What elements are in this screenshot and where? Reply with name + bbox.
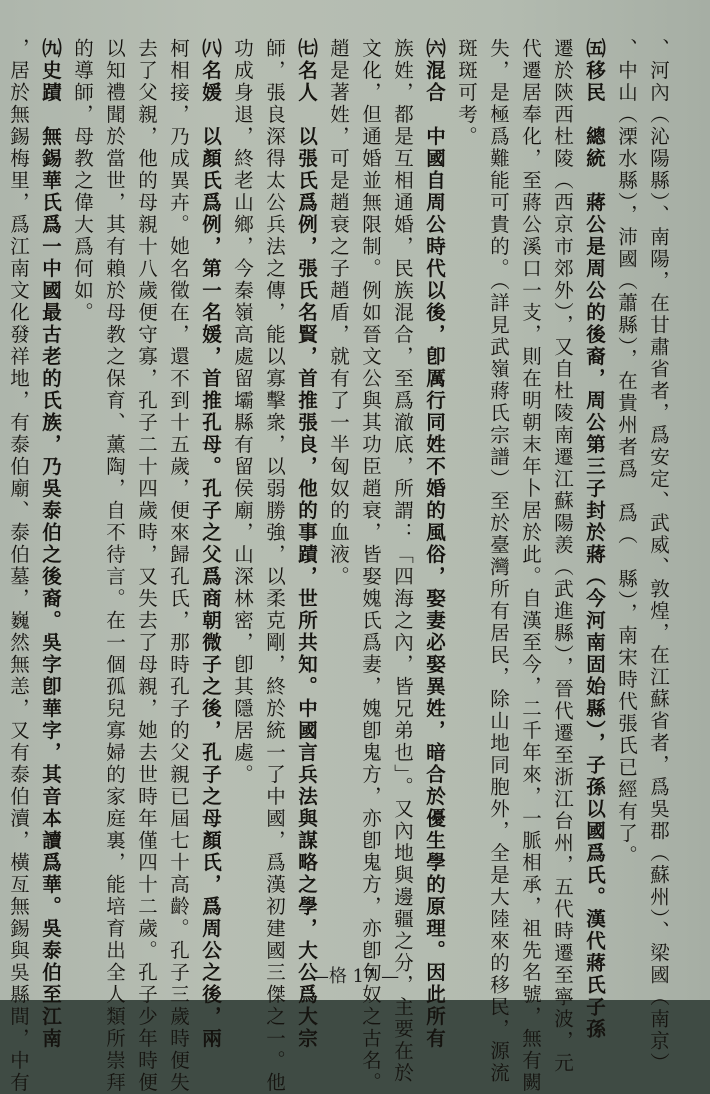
text-column: 的導師，母教之偉大爲何如。 [71,38,94,324]
text-column: 族姓，都是互相通婚，民族混合，至爲澈底，所謂：「四海之內，皆兄弟也」。又內地與邊疆之分，主要在於 [391,38,414,1085]
section-migration: ㈤移民 總統 蔣公是周公的後裔，周公第三子封於蔣（今河南固始縣），子孫以國爲氏。漢代蔣氏子孫 [583,38,606,1041]
text-column: 師，張良深得太公兵法之傳，能以寡擊衆，以弱勝強，以柔克剛，終於統一了中國，爲漢初建國三傑之一。他 [263,38,286,1094]
text-column: 趙是著姓，可是趙衰之子趙盾，就有了一半匈奴的血液。 [327,38,350,588]
text-column: 以知禮聞於當世，其有賴於母教之保育、薰陶，自不待言。在一個孤兒寡婦的家庭裏，能培育出全人類所崇拜 [103,38,126,1094]
text-column: 、河內（沁陽縣）、南陽，在甘肅省者，爲安定、武威、敦煌，在江蘇省者，爲吳郡（蘇州）、梁國（南京） [647,38,670,1075]
text-column: 斑斑可考。 [455,38,478,148]
text-column: 柯相接，乃成異卉。她名徵在，還不到十五歲，便來歸孔氏，那時孔子的父親已屆七十高齡。孔子三歲時便失 [167,38,190,1094]
section-famous-people: ㈦名人 以張氏爲例，張氏名賢，首推張良，他的事蹟，世所共知。中國言兵法與謀略之學，大公爲大宗 [295,38,318,1050]
text-column: 文化，但通婚並無限制。例如晉文公與其功臣趙衰，皆娶媿氏爲妻，媿卽鬼方，亦卽鬼方，亦卽匈奴之古名。 [359,38,382,1094]
section-mixing: ㈥混合 中國自周公時代以後，卽厲行同姓不婚的風俗，娶妻必娶異姓，暗合於優生學的原理。因此所有 [423,38,446,1050]
text-column: 代遷居奉化，至蔣公溪口一支，則在明朝末年卜居於此。自漢至今，二千年來，一脈相承，祖先名號，無有闕 [519,38,542,1094]
section-famous-women: ㈧名媛 以顏氏爲例，第一名媛，首推孔母。孔子之父爲商朝微子之後，孔子之母顏氏，爲周公之後，兩 [199,38,222,1050]
text-column: ，居於無錫梅里，爲江南文化發祥地，有泰伯廟、泰伯墓，巍然無恙，又有泰伯瀆，橫亙無錫與吳縣間，中有 [7,38,30,1094]
section-historic-sites: ㈨史蹟 無錫華氏爲一中國最古老的氏族，乃吳泰伯之後裔。吳字卽華字，其音本讀爲華。吳泰伯至江南 [39,38,62,1050]
text-column: 失，是極爲難能可貴的。（詳見武嶺蔣氏宗譜）至於臺灣所有居民，除山地同胞外，全是大陸來的移民，源流 [487,38,510,1085]
page-number: —格 17 — [310,966,400,987]
text-column: 去了父親，他的母親十八歲便守寡，孔子二十四歲時，又失去了母親，她去世時年僅四十二歲。孔子少年時便 [135,38,158,1094]
text-column: 功成身退，終老山鄉，今秦嶺高處留壩縣有留侯廟，山深林密，卽其隱居處。 [231,38,254,786]
text-column: 、中山（溧水縣），沛國（蕭縣），在貴州者爲 爲（ 縣），南宋時代張氏已經有了。 [615,38,638,867]
text-column: 遷於陝西杜陵（西京市郊外），又自杜陵南遷江蘇陽羨（武進縣），晉代遷至浙江台州，五代時遷至寧波，元 [551,38,574,1075]
